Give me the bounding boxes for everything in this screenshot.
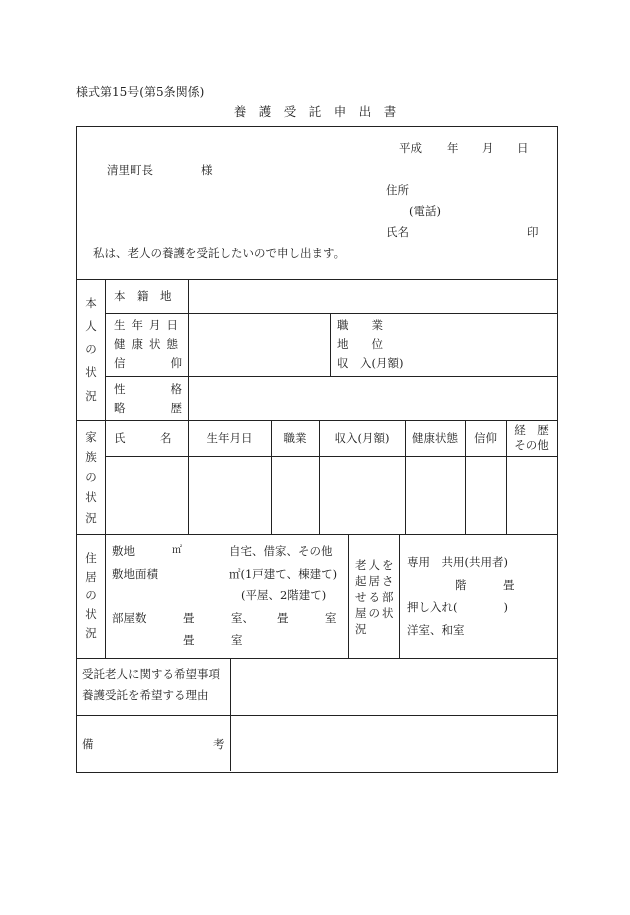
self-section-label	[84, 298, 98, 402]
site-label: 敷地	[112, 544, 135, 558]
column-religion: 信仰	[474, 431, 497, 445]
divider	[76, 658, 557, 659]
side-char: 状	[85, 490, 97, 505]
floor-unit: 階	[455, 578, 467, 592]
family-section-label	[84, 432, 98, 524]
floor-area-unit: ㎡(1戸建て、棟建て)	[229, 567, 338, 581]
divider	[230, 658, 231, 771]
addressee: 清里町長	[107, 163, 153, 177]
room-unit: 室	[231, 633, 243, 647]
divider	[330, 313, 331, 376]
job-label: 職 業	[337, 318, 383, 332]
form-number: 様式第15号(第5条関係)	[76, 85, 205, 99]
elderly-room-line: せる部	[355, 590, 396, 604]
elderly-room-line: 屋の状	[355, 606, 396, 620]
position-label: 地 位	[337, 337, 383, 351]
elderly-room-line: 起居さ	[355, 574, 396, 588]
date-month: 月	[482, 141, 494, 155]
side-char: 況	[85, 510, 97, 525]
elderly-room-line: 況	[355, 622, 367, 636]
side-char: 人	[85, 319, 97, 334]
tatami-unit: 畳	[183, 611, 195, 625]
birthdate-text: 生年月日	[114, 318, 184, 332]
side-char: の	[85, 588, 97, 603]
date-day: 日	[517, 141, 529, 155]
divider	[76, 715, 557, 716]
address-label: 住所	[386, 183, 409, 197]
site-area-label: 敷地面積	[112, 567, 158, 581]
income-label: 収 入(月額)	[337, 356, 404, 370]
character-char-1: 性	[114, 382, 126, 396]
column-health: 健康状態	[412, 431, 458, 445]
divider	[105, 534, 106, 658]
room-unit: 室	[325, 611, 337, 625]
elderly-room-label	[355, 557, 396, 637]
religion-char-1: 信	[114, 356, 126, 370]
side-char: 居	[85, 569, 97, 584]
side-char: の	[85, 342, 97, 357]
room-usage: 専用 共用(共用者)	[407, 555, 508, 569]
divider	[105, 420, 106, 534]
wishes-label: 受託老人に関する希望事項	[82, 667, 220, 681]
column-name: 氏 名	[114, 431, 172, 445]
site-unit: ㎡	[172, 545, 182, 556]
divider	[105, 376, 557, 377]
column-job: 職業	[283, 431, 307, 445]
divider	[76, 279, 557, 280]
divider	[348, 534, 349, 658]
divider	[76, 420, 557, 421]
history-char-1: 略	[114, 401, 126, 415]
divider	[399, 534, 400, 658]
character-char-2: 格	[170, 382, 182, 396]
side-char: 家	[85, 430, 97, 444]
tatami-unit: 畳	[183, 633, 195, 647]
divider	[188, 279, 189, 420]
divider	[105, 313, 557, 314]
phone-label: (電話)	[409, 204, 441, 218]
column-birthdate: 生年月日	[206, 431, 253, 445]
date-era: 平成	[399, 141, 422, 155]
seal-mark: 印	[527, 225, 539, 239]
divider	[76, 534, 557, 535]
ownership-options: 自宅、借家、その他	[229, 544, 333, 558]
divider	[506, 420, 507, 534]
side-char: の	[85, 470, 97, 485]
floor-count-options: (平屋、2階建て)	[241, 588, 327, 602]
domicile-label: 本 籍 地	[114, 289, 172, 303]
religion-char-2: 仰	[170, 356, 182, 370]
room-count-label: 部屋数	[112, 611, 147, 625]
history-label	[114, 403, 182, 415]
tatami-unit: 畳	[277, 611, 289, 625]
side-char: 況	[85, 625, 97, 640]
divider	[105, 279, 106, 420]
date-year: 年	[447, 141, 459, 155]
remarks-label-left: 備	[82, 737, 94, 751]
character-label	[114, 384, 182, 396]
housing-section-label	[84, 553, 98, 639]
side-char: 族	[85, 450, 97, 465]
document-title: 養 護 受 託 申 出 書	[233, 104, 397, 119]
tatami-unit: 畳	[503, 578, 515, 592]
side-char: 住	[85, 551, 97, 565]
room-unit: 室、	[231, 611, 254, 625]
remarks-label-right: 考	[213, 737, 225, 751]
birthdate-label	[114, 320, 182, 332]
reason-label: 養護受託を希望する理由	[82, 688, 209, 702]
health-label: 健康状態	[114, 337, 184, 351]
room-style-options: 洋室、和室	[407, 623, 465, 637]
religion-label	[114, 358, 182, 370]
statement: 私は、老人の養護を受託したいので申し出ます。	[93, 246, 346, 260]
honorific: 様	[201, 163, 213, 177]
side-char: 状	[85, 606, 97, 621]
side-char: 況	[85, 388, 97, 403]
name-label: 氏名	[386, 225, 409, 239]
column-income: 収入(月額)	[334, 431, 390, 445]
closet-label: 押し入れ( )	[407, 600, 508, 614]
column-career: 経 歴	[514, 423, 549, 437]
elderly-room-line: 老人を	[355, 558, 396, 572]
history-char-2: 歴	[170, 401, 182, 415]
side-char: 本	[85, 296, 97, 310]
column-other: その他	[514, 438, 549, 452]
divider	[105, 456, 557, 457]
side-char: 状	[85, 365, 97, 380]
